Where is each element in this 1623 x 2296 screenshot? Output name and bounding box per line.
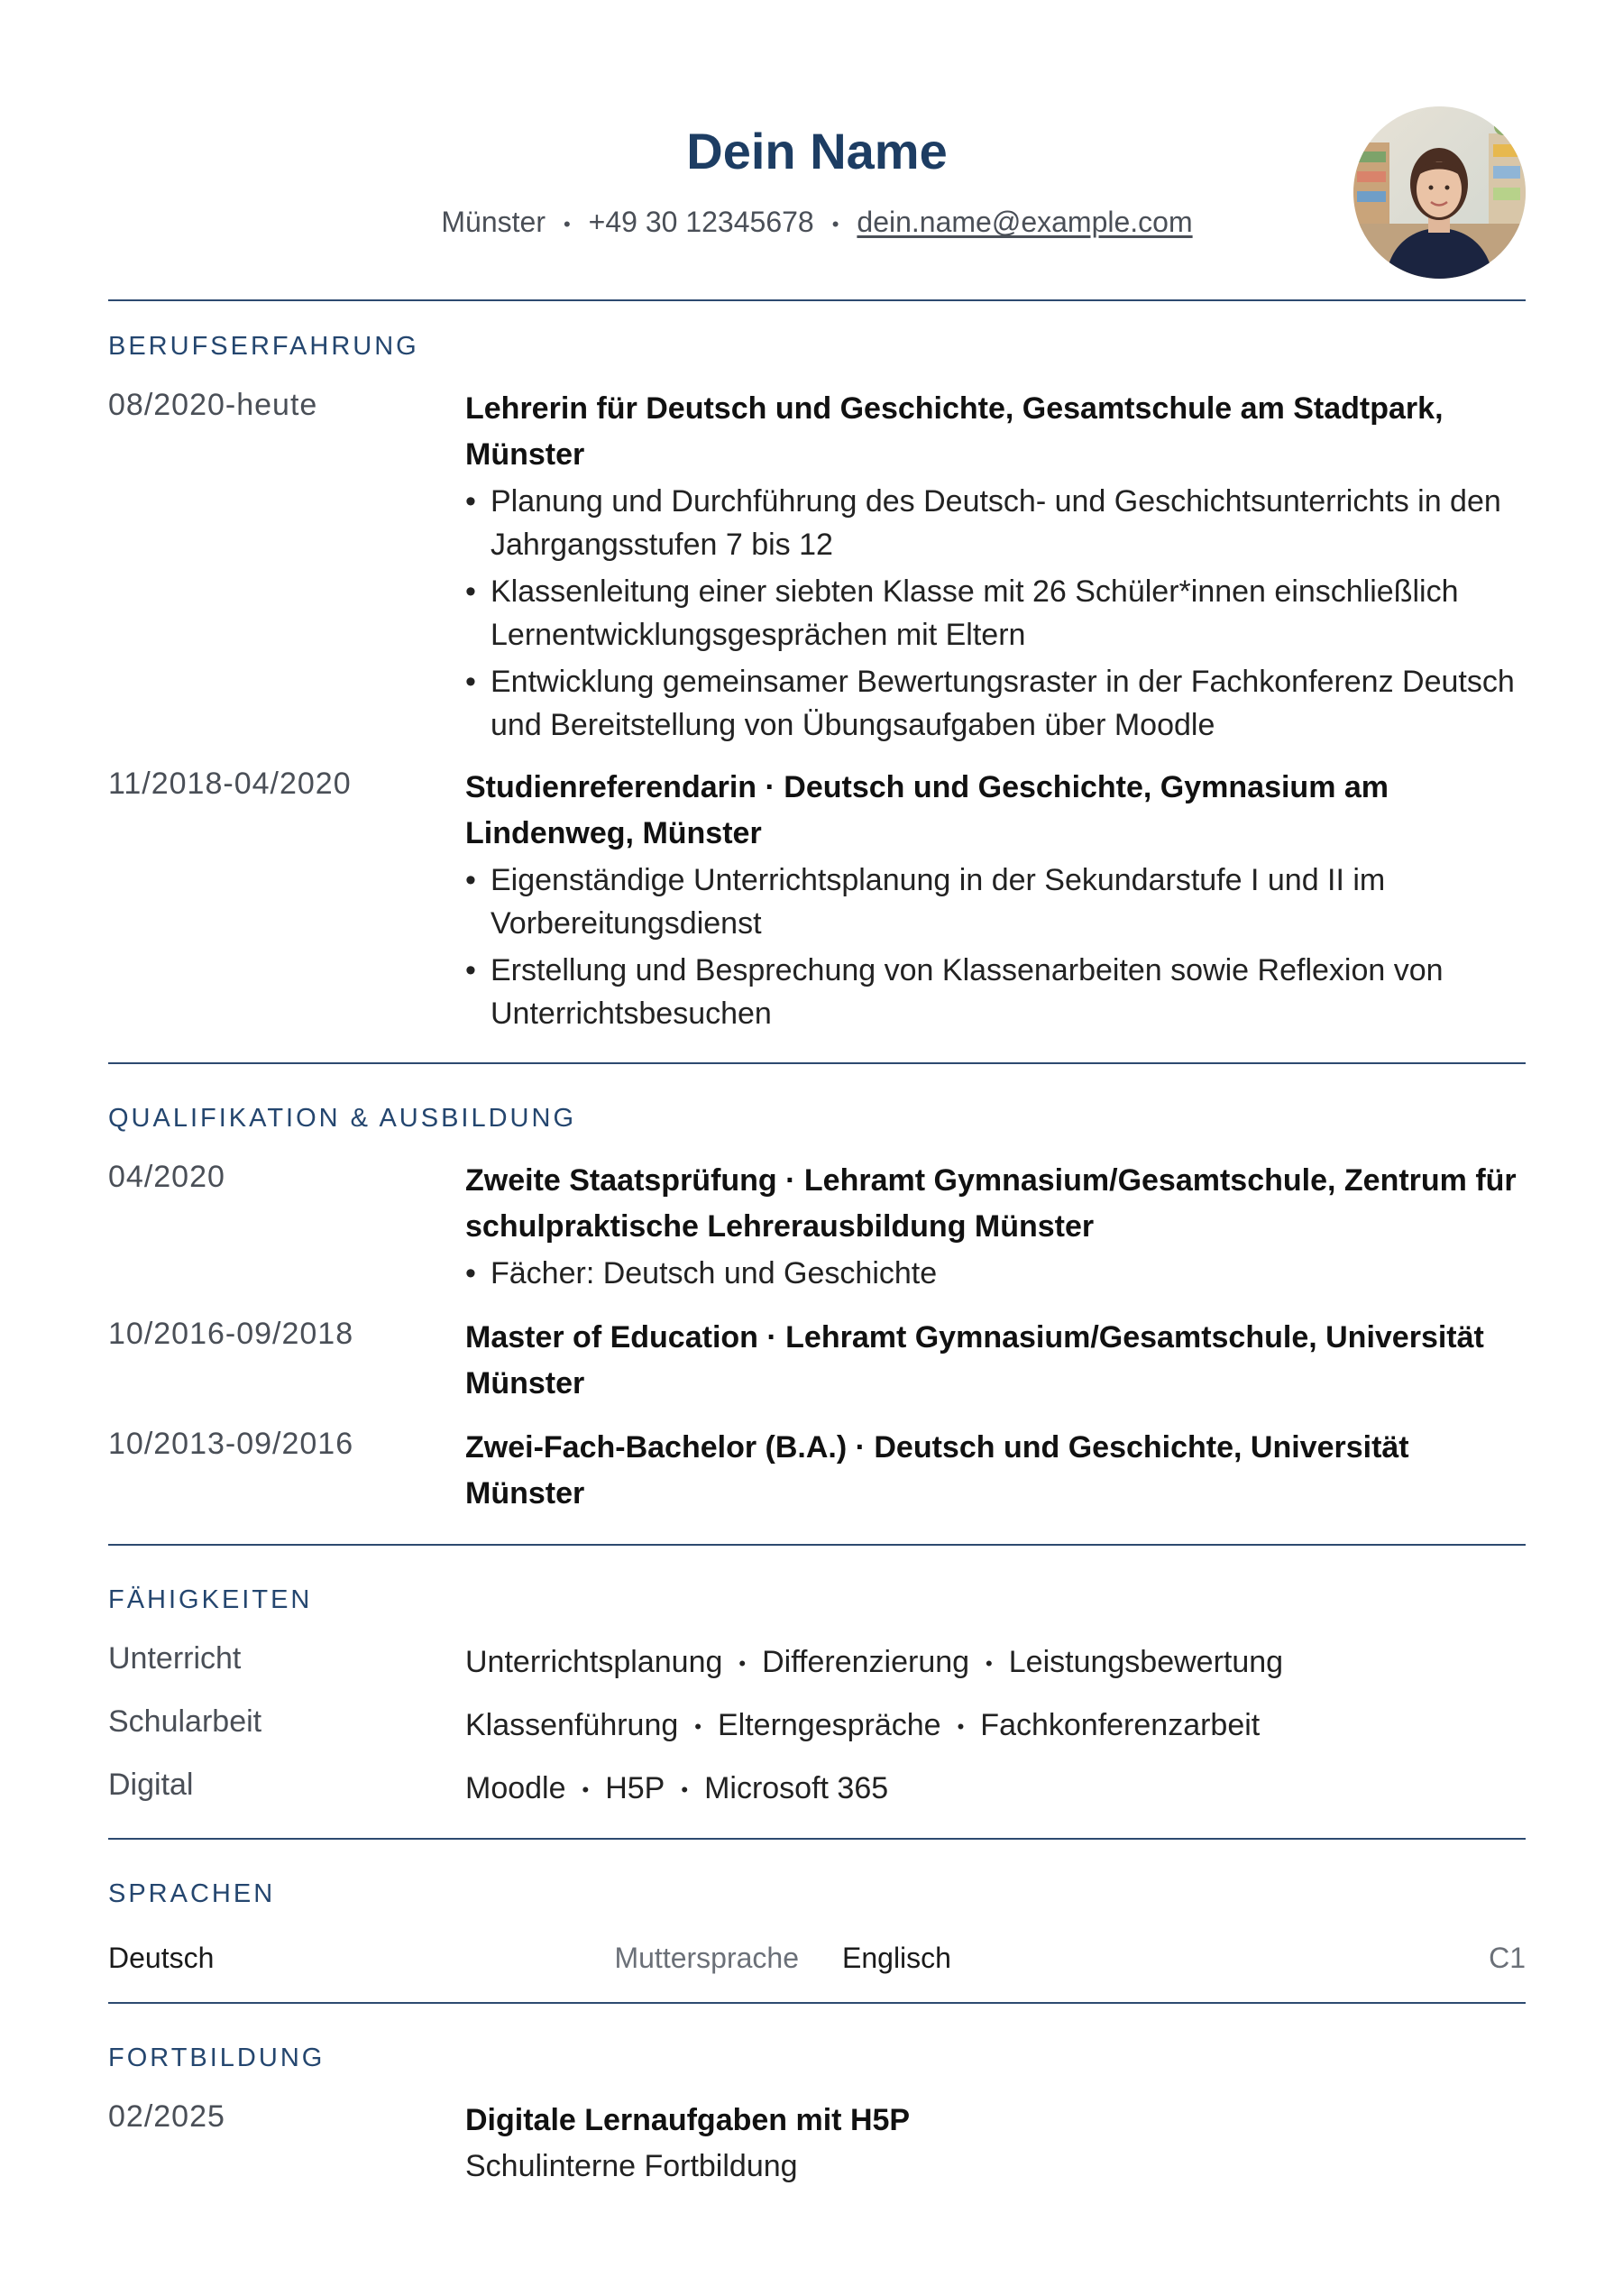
section-title-experience: BERUFSERFAHRUNG [108,332,419,361]
entry-title: Master of Education · Lehramt Gymnasium/Gesamtschule, Universität Münster [465,1320,1484,1401]
skill-separator: • [694,1715,701,1739]
entry-title: Lehrerin für Deutsch und Geschichte, Gesamtschule am Stadtpark, Münster [465,391,1444,472]
education-entry [465,1425,1526,1517]
section-divider [108,1544,1526,1546]
entry-bullets [465,859,1526,1035]
section-divider [108,299,1526,301]
entry-subtitle: Schulinterne Fortbildung [465,2149,798,2183]
entry-title: Digitale Lernaufgaben mit H5P [465,2103,911,2137]
entry-date: 04/2020 [108,1160,225,1194]
skill-item: Microsoft 365 [704,1771,889,1805]
contact-phone: +49 30 12345678 [588,206,814,238]
skill-item: Leistungsbewertung [1008,1645,1284,1679]
skill-list [465,1647,1283,1677]
language-level: Muttersprache [614,1942,799,1974]
skill-separator: • [957,1715,965,1739]
section-divider [108,1838,1526,1840]
skill-item: Elterngespräche [717,1708,941,1742]
skill-list [465,1773,888,1804]
resume-page [108,0,1526,2296]
experience-entry [465,386,1526,750]
skill-separator: • [738,1652,747,1676]
contact-city: Münster [441,206,546,238]
entry-title: Zwei-Fach-Bachelor (B.A.) · Deutsch und Geschichte, Universität Münster [465,1430,1409,1511]
entry-date: 10/2016-09/2018 [108,1317,354,1351]
language-level: C1 [1489,1942,1526,1974]
bullet-item: • Fächer: Deutsch und Geschichte [465,1252,1526,1295]
bullet-item: • Entwicklung gemeinsamer Bewertungsraster in der Fachkonferenz Deutsch und Bereitstellung von Übungsaufgaben über Moodle [465,660,1526,747]
person-name: Dein Name [686,123,948,179]
section-divider [108,2002,1526,2004]
entry-bullets [465,480,1526,747]
contact-separator: • [831,212,839,235]
section-title-education: QUALIFIKATION & AUSBILDUNG [108,1104,577,1133]
section-title-languages: SPRACHEN [108,1879,276,1908]
profile-photo [1353,106,1526,279]
entry-date: 02/2025 [108,2099,225,2134]
skill-item: Fachkonferenzarbeit [980,1708,1261,1742]
language-name: Englisch [842,1942,951,1974]
contact-separator: • [563,212,571,235]
bullet-item: • Erstellung und Besprechung von Klassenarbeiten sowie Reflexion von Unterrichtsbesuchen [465,949,1526,1035]
entry-bullets [465,1252,1526,1295]
skill-item: Unterrichtsplanung [465,1645,723,1679]
skill-list [465,1710,1260,1740]
contact-line [108,207,1526,236]
skill-category-label: Schularbeit [108,1704,262,1739]
resume-header [108,123,1526,238]
bullet-item: • Klassenleitung einer siebten Klasse mit 26 Schüler*innen einschließlich Lernentwicklungsgesprächen mit Eltern [465,570,1526,657]
skill-category-label: Unterricht [108,1641,242,1676]
entry-date: 08/2020-heute [108,388,318,422]
training-entry [465,2098,1526,2190]
skill-item: Differenzierung [762,1645,970,1679]
entry-date: 11/2018-04/2020 [108,767,352,801]
skill-category-label: Digital [108,1768,194,1802]
language-name: Deutsch [108,1942,215,1974]
skill-item: Moodle [465,1771,566,1805]
entry-title: Studienreferendarin · Deutsch und Geschichte, Gymnasium am Lindenweg, Münster [465,770,1389,850]
education-entry [465,1158,1526,1299]
section-title-skills: FÄHIGKEITEN [108,1585,313,1614]
skill-separator: • [986,1652,993,1676]
bullet-item: • Eigenständige Unterrichtsplanung in der Sekundarstufe I und II im Vorbereitungsdienst [465,859,1526,945]
skill-separator: • [681,1778,689,1802]
skill-item: H5P [605,1771,665,1805]
bullet-item: • Planung und Durchführung des Deutsch- und Geschichtsunterrichts in den Jahrgangsstufen 7 bis 12 [465,480,1526,566]
skill-separator: • [582,1778,590,1802]
entry-date: 10/2013-09/2016 [108,1427,354,1461]
section-divider [108,1062,1526,1064]
contact-email-link[interactable]: dein.name@example.com [857,206,1193,238]
education-entry [465,1315,1526,1407]
profile-photo-image [1353,106,1526,279]
skill-item: Klassenführung [465,1708,679,1742]
experience-entry [465,765,1526,1039]
entry-title: Zweite Staatsprüfung · Lehramt Gymnasium/Gesamtschule, Zentrum für schulpraktische Lehrerausbildung Münster [465,1163,1517,1244]
section-title-training: FORTBILDUNG [108,2043,326,2072]
